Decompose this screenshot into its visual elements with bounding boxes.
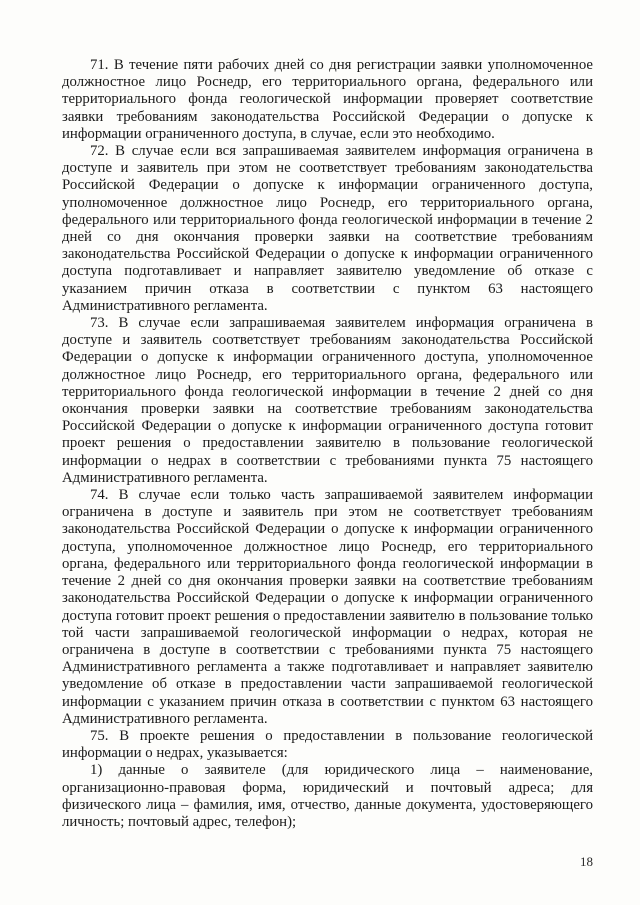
paragraph-71: 71. В течение пяти рабочих дней со дня регистрации заявки уполномоченное должностное лицо Роснедр, его территориального органа, федерального или территориального фонда геологической информации проверяет соответствие заявки требованиям законодательства Российской Федерации о допуске к информации ограниченного доступа, в случае, если это необходимо. <box>62 57 593 142</box>
page-number: 18 <box>580 854 593 869</box>
paragraph-75: 75. В проекте решения о предоставлении в пользование геологической информации о недрах, указывается: <box>62 727 593 762</box>
document-body <box>62 57 593 831</box>
paragraph-75-item-1: 1) данные о заявителе (для юридического лица – наименование, организационно-правовая форма, юридический и почтовый адреса; для физического лица – фамилия, имя, отчество, данные документа, удостоверяющего личность; почтовый адрес, телефон); <box>62 762 593 830</box>
paragraph-72: 72. В случае если вся запрашиваемая заявителем информация ограничена в доступе и заявитель при этом не соответствует требованиям законодательства Российской Федерации о допуске к информации ограниченного доступа, уполномоченное должностное лицо Роснедр, его территориального органа, федерального или территориального фонда геологической информации в течение 2 дней со дня окончания проверки заявки на соответствие требованиям законодательства Российской Федерации о допуске к информации ограниченного доступа подготавливает и направляет заявителю уведомление об отказе с указанием причин отказа в соответствии с пунктом 63 настоящего Административного регламента. <box>62 143 593 314</box>
paragraph-73: 73. В случае если запрашиваемая заявителем информация ограничена в доступе и заявитель соответствует требованиям законодательства Российской Федерации о допуске к информации ограниченного доступа, уполномоченное должностное лицо Роснедр, его территориального органа, федерального или территориального фонда геологической информации в течение 2 дней со дня окончания проверки заявки на соответствие требованиям законодательства Российской Федерации о допуске к информации ограниченного доступа готовит проект решения о предоставлении заявителю в пользование геологической информации о недрах в соответствии с требованиями пункта 75 настоящего Административного регламента. <box>62 315 593 486</box>
paragraph-74: 74. В случае если только часть запрашиваемой заявителем информации ограничена в доступе и заявитель при этом не соответствует требованиям законодательства Российской Федерации о допуске к информации ограниченного доступа, уполномоченное должностное лицо Роснедр, его территориального органа, федерального или территориального фонда геологической информации в течение 2 дней со дня окончания проверки заявки на соответствие требованиям законодательства Российской Федерации о допуске к информации ограниченного доступа готовит проект решения о предоставлении заявителю в пользование только той части запрашиваемой геологической информации о недрах, которая не ограничена в доступе в соответствии с требованиями пункта 75 настоящего Административного регламента а также подготавливает и направляет заявителю уведомление об отказе в предоставлении части запрашиваемой геологической информации с указанием причин отказа в соответствии с пунктом 63 настоящего Административного регламента. <box>62 487 593 727</box>
